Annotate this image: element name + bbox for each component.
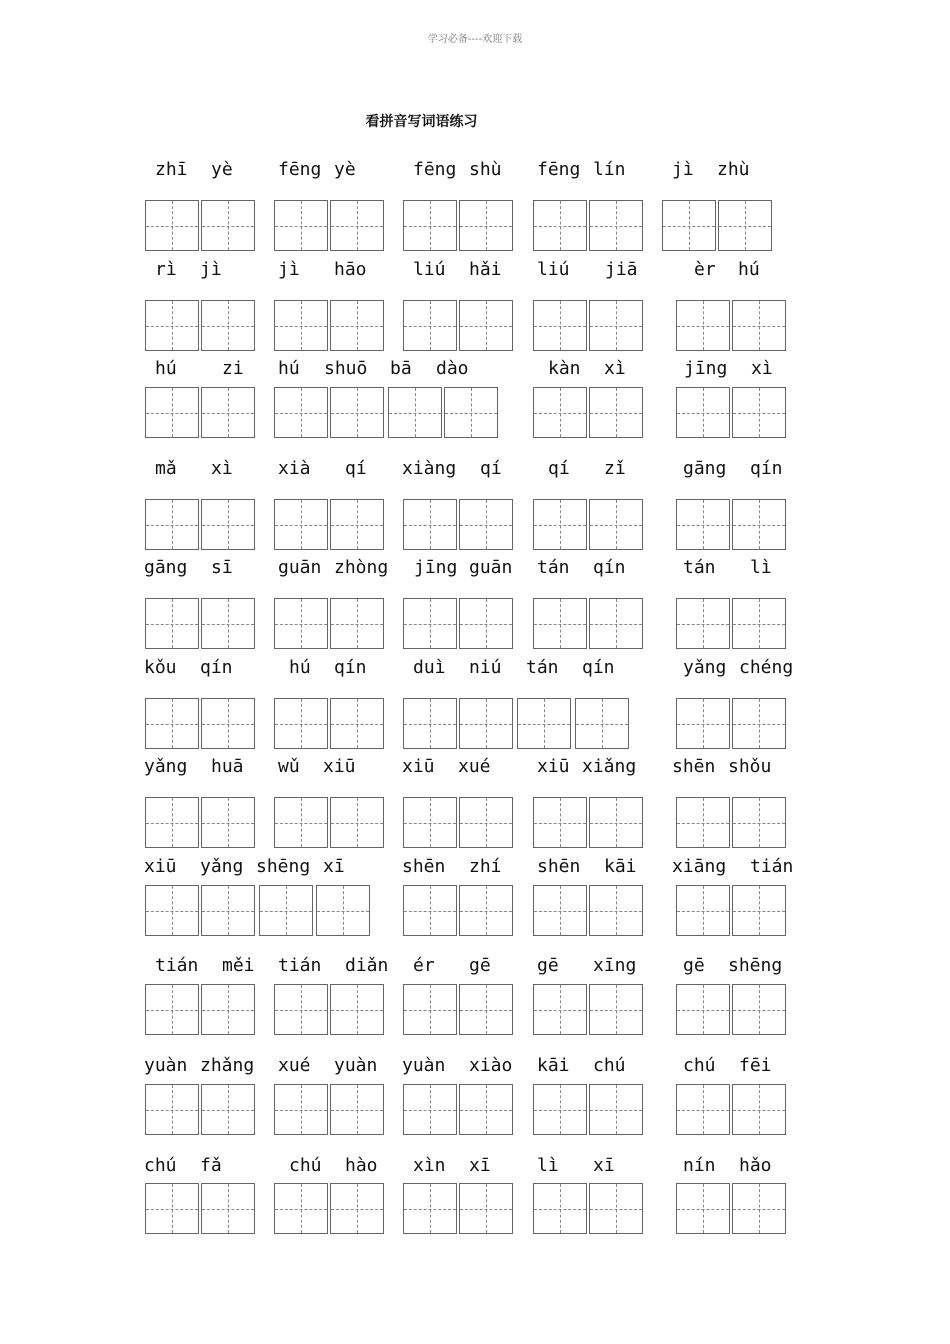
writing-box[interactable] [330,1183,384,1234]
pinyin-syllable: qí [548,458,570,479]
writing-box[interactable] [330,984,384,1035]
pinyin-syllable: tán [537,557,570,578]
pinyin-syllable: kāi [537,1055,570,1076]
pinyin-syllable: guān [469,557,513,578]
pinyin-syllable: xì [211,458,233,479]
pinyin-syllable: hú [289,657,311,678]
writing-box[interactable] [459,499,513,550]
writing-box[interactable] [201,200,255,251]
writing-box[interactable] [145,499,199,550]
writing-box[interactable] [274,1084,328,1135]
pinyin-syllable: xìn [413,1155,446,1176]
pinyin-syllable: diǎn [345,955,389,976]
pinyin-syllable: xī [323,856,345,877]
pinyin-syllable: yǎng [200,856,244,877]
writing-box[interactable] [459,1183,513,1234]
pinyin-syllable: qín [200,657,233,678]
pinyin-syllable: fēi [739,1055,772,1076]
pinyin-syllable: xià [278,458,311,479]
writing-box[interactable] [274,499,328,550]
writing-box[interactable] [459,797,513,848]
writing-box[interactable] [145,1183,199,1234]
pinyin-syllable: yǎng [144,756,188,777]
writing-box[interactable] [403,499,457,550]
pinyin-syllable: nín [683,1155,716,1176]
writing-box[interactable] [201,797,255,848]
pinyin-syllable: xī [593,1155,615,1176]
writing-box[interactable] [533,797,587,848]
writing-box[interactable] [533,200,587,251]
writing-box[interactable] [274,698,328,749]
writing-box[interactable] [330,200,384,251]
writing-box[interactable] [589,499,643,550]
pinyin-syllable: fēng [278,159,322,180]
writing-box[interactable] [274,598,328,649]
pinyin-syllable: chú [593,1055,626,1076]
writing-box[interactable] [589,300,643,351]
pinyin-syllable: rì [155,259,177,280]
writing-box[interactable] [589,1084,643,1135]
writing-box[interactable] [533,300,587,351]
pinyin-syllable: shǒu [728,756,772,777]
writing-box[interactable] [533,1084,587,1135]
writing-box[interactable] [676,300,730,351]
writing-box[interactable] [403,1084,457,1135]
writing-box[interactable] [589,1183,643,1234]
writing-box[interactable] [274,200,328,251]
writing-box[interactable] [145,598,199,649]
writing-box[interactable] [259,885,313,936]
pinyin-syllable: zhī [155,159,188,180]
pinyin-syllable: zǐ [604,458,626,479]
writing-box[interactable] [732,984,786,1035]
pinyin-syllable: yǎng [683,657,727,678]
pinyin-syllable: shēng [728,955,783,976]
pinyin-syllable: měi [222,955,255,976]
pinyin-syllable: jīng [414,557,458,578]
pinyin-syllable: qín [582,657,615,678]
pinyin-syllable: liú [413,259,446,280]
writing-box[interactable] [145,698,199,749]
writing-box[interactable] [575,698,629,749]
writing-box[interactable] [330,300,384,351]
writing-box[interactable] [732,598,786,649]
writing-box[interactable] [403,984,457,1035]
writing-box[interactable] [330,598,384,649]
pinyin-syllable: shēn [672,756,716,777]
pinyin-syllable: jì [278,259,300,280]
writing-box[interactable] [676,1084,730,1135]
writing-box[interactable] [145,984,199,1035]
pinyin-syllable: xiāng [672,856,727,877]
pinyin-syllable: jīng [684,358,728,379]
writing-box[interactable] [274,387,328,438]
pinyin-syllable: hǎi [469,259,502,280]
pinyin-syllable: chú [289,1155,322,1176]
pinyin-syllable: niú [469,657,502,678]
writing-box[interactable] [274,797,328,848]
pinyin-syllable: xiàng [402,458,457,479]
writing-box[interactable] [403,885,457,936]
writing-box[interactable] [459,1084,513,1135]
writing-box[interactable] [732,300,786,351]
pinyin-syllable: shēn [402,856,446,877]
writing-box[interactable] [201,499,255,550]
writing-box[interactable] [533,1183,587,1234]
page-title: 看拼音写词语练习 [365,114,478,130]
pinyin-syllable: ér [413,955,435,976]
pinyin-syllable: xīng [593,955,637,976]
pinyin-syllable: kǒu [144,657,177,678]
pinyin-syllable: hāo [334,259,367,280]
writing-box[interactable] [316,885,370,936]
writing-box[interactable] [459,984,513,1035]
writing-box[interactable] [533,387,587,438]
writing-box[interactable] [589,598,643,649]
writing-box[interactable] [201,300,255,351]
writing-box[interactable] [403,300,457,351]
writing-box[interactable] [459,885,513,936]
writing-box[interactable] [533,885,587,936]
writing-box[interactable] [533,499,587,550]
writing-box[interactable] [676,797,730,848]
pinyin-syllable: chú [144,1155,177,1176]
writing-box[interactable] [403,598,457,649]
pinyin-syllable: yuàn [402,1055,446,1076]
pinyin-syllable: jì [672,159,694,180]
pinyin-syllable: guān [278,557,322,578]
writing-box[interactable] [732,1183,786,1234]
writing-box[interactable] [403,200,457,251]
writing-box[interactable] [274,300,328,351]
pinyin-syllable: tán [683,557,716,578]
writing-box[interactable] [201,1183,255,1234]
writing-box[interactable] [330,698,384,749]
pinyin-syllable: shù [469,159,502,180]
pinyin-syllable: qín [334,657,367,678]
pinyin-syllable: gē [537,955,559,976]
writing-box[interactable] [201,698,255,749]
writing-box[interactable] [403,698,457,749]
writing-box[interactable] [459,300,513,351]
pinyin-syllable: tián [750,856,794,877]
pinyin-syllable: tán [526,657,559,678]
pinyin-syllable: xì [751,358,773,379]
pinyin-syllable: xué [458,756,491,777]
writing-box[interactable] [676,885,730,936]
writing-box[interactable] [589,387,643,438]
pinyin-syllable: chú [683,1055,716,1076]
pinyin-syllable: yuàn [144,1055,188,1076]
writing-box[interactable] [201,885,255,936]
pinyin-syllable: kàn [548,358,581,379]
writing-box[interactable] [330,387,384,438]
pinyin-syllable: xiū [144,856,177,877]
writing-box[interactable] [274,984,328,1035]
pinyin-syllable: fēng [413,159,457,180]
writing-box[interactable] [732,1084,786,1135]
writing-box[interactable] [145,797,199,848]
writing-box[interactable] [444,387,498,438]
writing-box[interactable] [732,499,786,550]
pinyin-syllable: hǎo [739,1155,772,1176]
writing-box[interactable] [676,387,730,438]
pinyin-syllable: shuō [324,358,368,379]
pinyin-syllable: jì [200,259,222,280]
pinyin-syllable: gē [683,955,705,976]
pinyin-syllable: xiǎng [582,756,637,777]
pinyin-syllable: hú [278,358,300,379]
writing-box[interactable] [201,598,255,649]
pinyin-syllable: gē [469,955,491,976]
pinyin-syllable: xì [604,358,626,379]
pinyin-syllable: jiā [605,259,638,280]
pinyin-syllable: yè [334,159,356,180]
pinyin-syllable: fǎ [200,1155,222,1176]
writing-box[interactable] [145,1084,199,1135]
pinyin-syllable: qí [345,458,367,479]
writing-box[interactable] [718,200,772,251]
writing-box[interactable] [676,598,730,649]
pinyin-syllable: dào [436,358,469,379]
writing-box[interactable] [732,387,786,438]
pinyin-syllable: chéng [739,657,794,678]
writing-box[interactable] [145,885,199,936]
pinyin-syllable: huā [211,756,244,777]
writing-box[interactable] [201,1084,255,1135]
writing-box[interactable] [274,1183,328,1234]
writing-box[interactable] [403,1183,457,1234]
pinyin-syllable: hú [738,259,760,280]
pinyin-syllable: qín [750,458,783,479]
pinyin-syllable: kāi [604,856,637,877]
writing-box[interactable] [459,200,513,251]
pinyin-syllable: liú [537,259,570,280]
pinyin-syllable: bā [390,358,412,379]
writing-box[interactable] [459,698,513,749]
writing-box[interactable] [732,797,786,848]
pinyin-syllable: qí [480,458,502,479]
pinyin-syllable: zhǎng [200,1055,255,1076]
pinyin-syllable: shēn [537,856,581,877]
pinyin-syllable: mǎ [155,458,177,479]
pinyin-syllable: hào [345,1155,378,1176]
writing-box[interactable] [403,797,457,848]
pinyin-syllable: gāng [144,557,188,578]
writing-box[interactable] [732,885,786,936]
writing-box[interactable] [676,698,730,749]
writing-box[interactable] [533,598,587,649]
pinyin-syllable: lì [537,1155,559,1176]
pinyin-syllable: fēng [537,159,581,180]
pinyin-syllable: sī [211,557,233,578]
pinyin-syllable: gāng [683,458,727,479]
pinyin-syllable: xī [469,1155,491,1176]
pinyin-syllable: tián [278,955,322,976]
writing-box[interactable] [201,387,255,438]
pinyin-syllable: lì [750,557,772,578]
writing-box[interactable] [676,984,730,1035]
pinyin-syllable: tián [155,955,199,976]
pinyin-syllable: zi [222,358,244,379]
pinyin-syllable: xué [278,1055,311,1076]
writing-box[interactable] [676,499,730,550]
writing-box[interactable] [589,984,643,1035]
pinyin-syllable: wǔ [278,756,300,777]
pinyin-syllable: yuàn [334,1055,378,1076]
pinyin-syllable: qín [593,557,626,578]
writing-box[interactable] [201,984,255,1035]
pinyin-syllable: zhòng [334,557,389,578]
pinyin-syllable: xiào [469,1055,513,1076]
writing-box[interactable] [589,885,643,936]
pinyin-syllable: lín [593,159,626,180]
writing-box[interactable] [589,200,643,251]
writing-box[interactable] [676,1183,730,1234]
page-header: 学习必备----欢迎下载 [427,34,523,45]
pinyin-syllable: xiū [323,756,356,777]
writing-box[interactable] [330,1084,384,1135]
pinyin-syllable: yè [211,159,233,180]
pinyin-syllable: xiū [537,756,570,777]
writing-box[interactable] [732,698,786,749]
pinyin-syllable: zhù [717,159,750,180]
pinyin-syllable: èr [694,259,716,280]
writing-box[interactable] [459,598,513,649]
pinyin-syllable: xiū [402,756,435,777]
writing-box[interactable] [589,797,643,848]
writing-box[interactable] [145,200,199,251]
writing-box[interactable] [330,797,384,848]
pinyin-syllable: duì [413,657,446,678]
writing-box[interactable] [533,984,587,1035]
pinyin-syllable: shēng [256,856,311,877]
pinyin-syllable: zhí [469,856,502,877]
writing-box[interactable] [388,387,442,438]
pinyin-syllable: hú [155,358,177,379]
writing-box[interactable] [517,698,571,749]
writing-box[interactable] [330,499,384,550]
writing-box[interactable] [145,300,199,351]
writing-box[interactable] [662,200,716,251]
writing-box[interactable] [145,387,199,438]
